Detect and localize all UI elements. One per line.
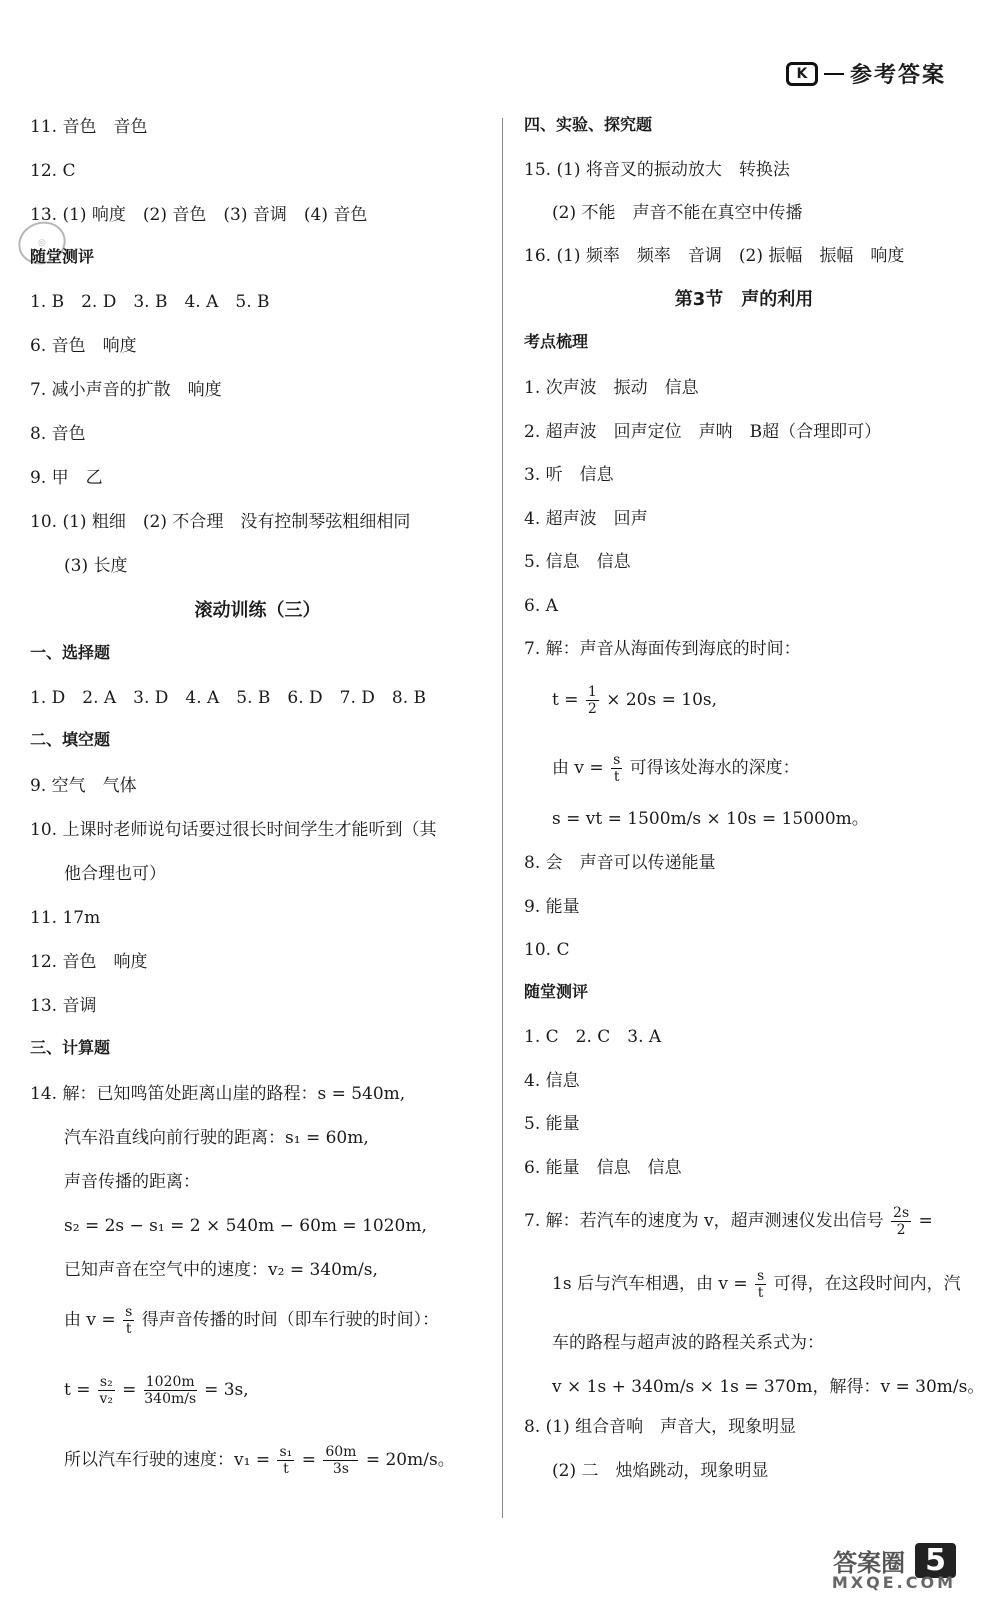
fraction: $\frac{s}{t}$: [613, 752, 621, 785]
solution-line: 汽车沿直线向前行驶的距离：s₁ = 60m,: [64, 1128, 369, 1148]
column-divider: [502, 118, 503, 1518]
answer-line: 15. (1) 将音叉的振动放大 转换法: [524, 160, 790, 180]
page-number: 5: [915, 1543, 956, 1578]
answer-line: 4. 信息: [524, 1071, 580, 1091]
fraction: $\frac{\text{s₂}}{\text{v₂}}$: [99, 1374, 114, 1407]
fraction: $\frac{1}{2}$: [587, 684, 597, 717]
answer-line: 1. C 2. C 3. A: [524, 1027, 662, 1047]
answer-line: 4. 超声波 回声: [524, 509, 648, 529]
answer-line: 他合理也可）: [64, 864, 166, 884]
answer-line: 9. 空气 气体: [30, 776, 137, 796]
solution-line: 车的路程与超声波的路程关系式为：: [552, 1333, 824, 1353]
answer-line: 11. 17m: [30, 908, 101, 928]
formula-text: 由 v =: [64, 1310, 116, 1330]
answer-line: 12. 音色 响度: [30, 952, 148, 972]
solution-line: 声音传播的距离：: [64, 1172, 200, 1192]
answer-line: 1. D 2. A 3. D 4. A 5. B 6. D 7. D 8. B: [30, 688, 427, 708]
solution-line: 由 v = $\frac{s}{t}$ 可得该处海水的深度：: [552, 752, 800, 785]
section-heading: 一、选择题: [30, 643, 111, 662]
answer-line: 8. (1) 组合音响 声音大，现象明显: [524, 1417, 797, 1437]
answer-line: 16. (1) 频率 频率 音调 (2) 振幅 振幅 响度: [524, 246, 905, 266]
answer-line: 11. 音色 音色: [30, 117, 148, 137]
answer-line: (3) 长度: [64, 556, 128, 576]
section-heading: 随堂测评: [524, 982, 589, 1001]
answer-line: 9. 甲 乙: [30, 468, 103, 488]
answer-line: 1. B 2. D 3. B 4. A 5. B: [30, 292, 270, 312]
fraction: $\frac{s}{t}$: [757, 1268, 765, 1301]
fraction: $\frac{s}{t}$: [125, 1304, 133, 1337]
page-header: [786, 58, 946, 89]
brand-logo-icon: K: [786, 62, 818, 86]
section-heading: 二、填空题: [30, 730, 111, 749]
solution-line: 1s 后与汽车相遇，由 v = $\frac{s}{t}$ 可得，在这段时间内，汽: [552, 1268, 961, 1301]
answer-line: 6. A: [524, 596, 558, 616]
answer-line: (2) 二 烛焰跳动，现象明显: [552, 1461, 769, 1481]
answer-line: 10. (1) 粗细 (2) 不合理 没有控制琴弦粗细相同: [30, 512, 411, 532]
answer-line: 1. 次声波 振动 信息: [524, 378, 699, 398]
header-rule: [824, 73, 844, 75]
fraction: $\frac{\text{s₁}}{t}$: [279, 1444, 293, 1477]
formula-text: 得声音传播的时间（即车行驶的时间）：: [141, 1310, 440, 1330]
watermark-logo: 答案圈: [833, 1549, 906, 1577]
solution-line: s = vt = 1500m/s × 10s = 15000m。: [552, 809, 869, 829]
solution-line: 7. 解：若汽车的速度为 v，超声测速仪发出信号 $\frac{2s}{2}$ =: [524, 1205, 933, 1238]
section-heading: 随堂测评: [30, 247, 95, 266]
answer-line: 9. 能量: [524, 897, 580, 917]
section-title: 滚动训练（三）: [194, 600, 321, 621]
answer-line: 7. 减小声音的扩散 响度: [30, 380, 222, 400]
answer-line: 8. 会 声音可以传递能量: [524, 853, 716, 873]
solution-line: 7. 解：声音从海面传到海底的时间：: [524, 639, 801, 659]
solution-line: v × 1s + 340m/s × 1s = 370m，解得：v = 30m/s。: [552, 1377, 985, 1397]
answer-line: 6. 音色 响度: [30, 336, 137, 356]
answer-line: 10. C: [524, 940, 570, 960]
solution-line: s₂ = 2s − s₁ = 2 × 540m − 60m = 1020m,: [64, 1216, 427, 1236]
section-heading: 四、实验、探究题: [524, 115, 653, 134]
fraction: $\frac{60m}{3s}$: [325, 1444, 357, 1477]
answer-line: (2) 不能 声音不能在真空中传播: [552, 203, 803, 223]
answer-line: 12. C: [30, 161, 76, 181]
answer-line: 10. 上课时老师说句话要过很长时间学生才能听到（其: [30, 820, 437, 840]
solution-line: [64, 1304, 439, 1337]
page-footer: [831, 1543, 956, 1592]
answer-line: 5. 能量: [524, 1114, 580, 1134]
solution-line: t = $\frac{\text{s₂}}{\text{v₂}}$ = $\frac{1020m}{340m/s}$ = 3s,: [64, 1374, 249, 1407]
answer-line: 3. 听 信息: [524, 465, 614, 485]
solution-line: t = $\frac{1}{2}$ × 20s = 10s,: [552, 684, 718, 717]
answer-line: 5. 信息 信息: [524, 552, 631, 572]
answer-line: 2. 超声波 回声定位 声呐 B超（合理即可）: [524, 422, 882, 442]
answer-line: 6. 能量 信息 信息: [524, 1158, 682, 1178]
section-heading: 考点梳理: [524, 332, 589, 351]
answer-line: 8. 音色: [30, 424, 86, 444]
watermark-site: MXQE.COM: [831, 1573, 956, 1592]
answer-line: 13. (1) 响度 (2) 音色 (3) 音调 (4) 音色: [30, 205, 368, 225]
answer-line: 13. 音调: [30, 996, 97, 1016]
solution-line: 所以汽车行驶的速度：v₁ = $\frac{\text{s₁}}{t}$ = $\frac{60m}{3s}$ = 20m/s。: [64, 1444, 455, 1477]
solution-line: 14. 解：已知鸣笛处距离山崖的路程：s = 540m,: [30, 1084, 406, 1104]
fraction: $\frac{1020m}{340m/s}$: [144, 1374, 197, 1407]
section-title: 第3节 声的利用: [674, 289, 814, 310]
header-title: 参考答案: [849, 63, 946, 88]
section-heading: 三、计算题: [30, 1038, 111, 1057]
stamp-icon: ◎: [12, 215, 71, 271]
solution-line: 已知声音在空气中的速度：v₂ = 340m/s,: [64, 1260, 378, 1280]
fraction: $\frac{2s}{2}$: [893, 1205, 910, 1238]
